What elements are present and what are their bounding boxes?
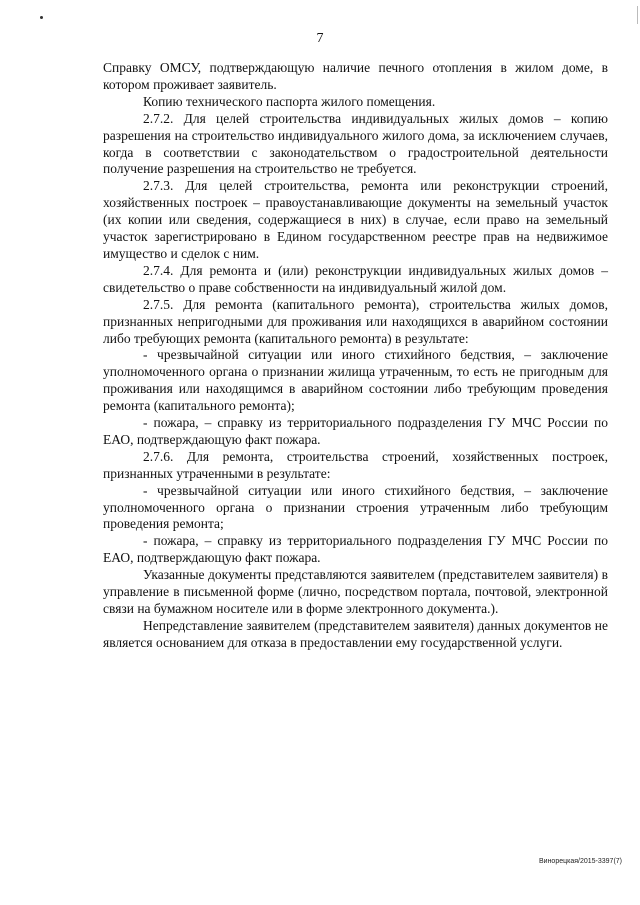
paragraph-technical-passport: Копию технического паспорта жилого помещения.	[143, 93, 436, 109]
scan-edge-mark	[637, 6, 638, 24]
list-item-emergency-structures: - чрезвычайной ситуации или иного стихийного бедствия, – заключение уполномоченного органа о признании строения утраченным либо требующим проведения ремонта;	[103, 482, 608, 532]
document-body	[103, 60, 608, 652]
scan-speck	[40, 16, 43, 19]
paragraph-2-7-3: 2.7.3. Для целей строительства, ремонта или реконструкции строений, хозяйственных построек – правоустанавливающие документы на земельный участок (их копии или сведения, содержащиеся в них) в случае, если право на земельный участок зарегистрировано в Едином государственном реестре прав на недвижимое имущество и сделок с ним.	[103, 178, 608, 261]
paragraph-stove-heating-certificate: Справку ОМСУ, подтверждающую наличие печного отопления в жилом доме, в котором проживает заявитель.	[103, 60, 608, 92]
document-footer-code: Винорецкая/2015-3397(7)	[538, 858, 622, 865]
paragraph-2-7-4: 2.7.4. Для ремонта и (или) реконструкции индивидуальных жилых домов – свидетельство о праве собственности на индивидуальный жилой дом.	[103, 262, 608, 295]
paragraph-2-7-5: 2.7.5. Для ремонта (капитального ремонта), строительства жилых домов, признанных непригодными для проживания или находящихся в аварийном состоянии либо требующих ремонта (капитального ремонта) в результате:	[103, 296, 608, 346]
paragraph-2-7-6: 2.7.6. Для ремонта, строительства строений, хозяйственных построек, признанных утраченными в результате:	[103, 448, 608, 481]
list-item-fire-structures: - пожара, – справку из территориального подразделения ГУ МЧС России по ЕАО, подтверждающую факт пожара.	[103, 533, 608, 566]
list-item-fire: - пожара, – справку из территориального подразделения ГУ МЧС России по ЕАО, подтверждающую факт пожара.	[103, 415, 608, 447]
paragraph-submission-form: Указанные документы представляются заявителем (представителем заявителя) в управление в письменной форме (лично, посредством портала, почтовой, электронной связи на бумажном носителе или в форме электронного документа.).	[103, 567, 608, 616]
paragraph-non-submission: Непредставление заявителем (представителем заявителя) данных документов не является основанием для отказа в предоставлении ему государственной услуги.	[103, 617, 608, 650]
page-number: 7	[316, 31, 324, 46]
paragraph-2-7-2: 2.7.2. Для целей строительства индивидуальных жилых домов – копию разрешения на строительство индивидуального жилого дома, за исключением случаев, когда в соответствии с законодательством о градостроительной деятельности получение разрешения на строительство не требуется.	[103, 110, 608, 177]
list-item-emergency: - чрезвычайной ситуации или иного стихийного бедствия, – заключение уполномоченного органа о признании жилища утраченным, то есть не пригодным для проживания или находящимся в аварийном состоянии либо требующим проведения ремонта (капитального ремонта);	[103, 347, 608, 414]
